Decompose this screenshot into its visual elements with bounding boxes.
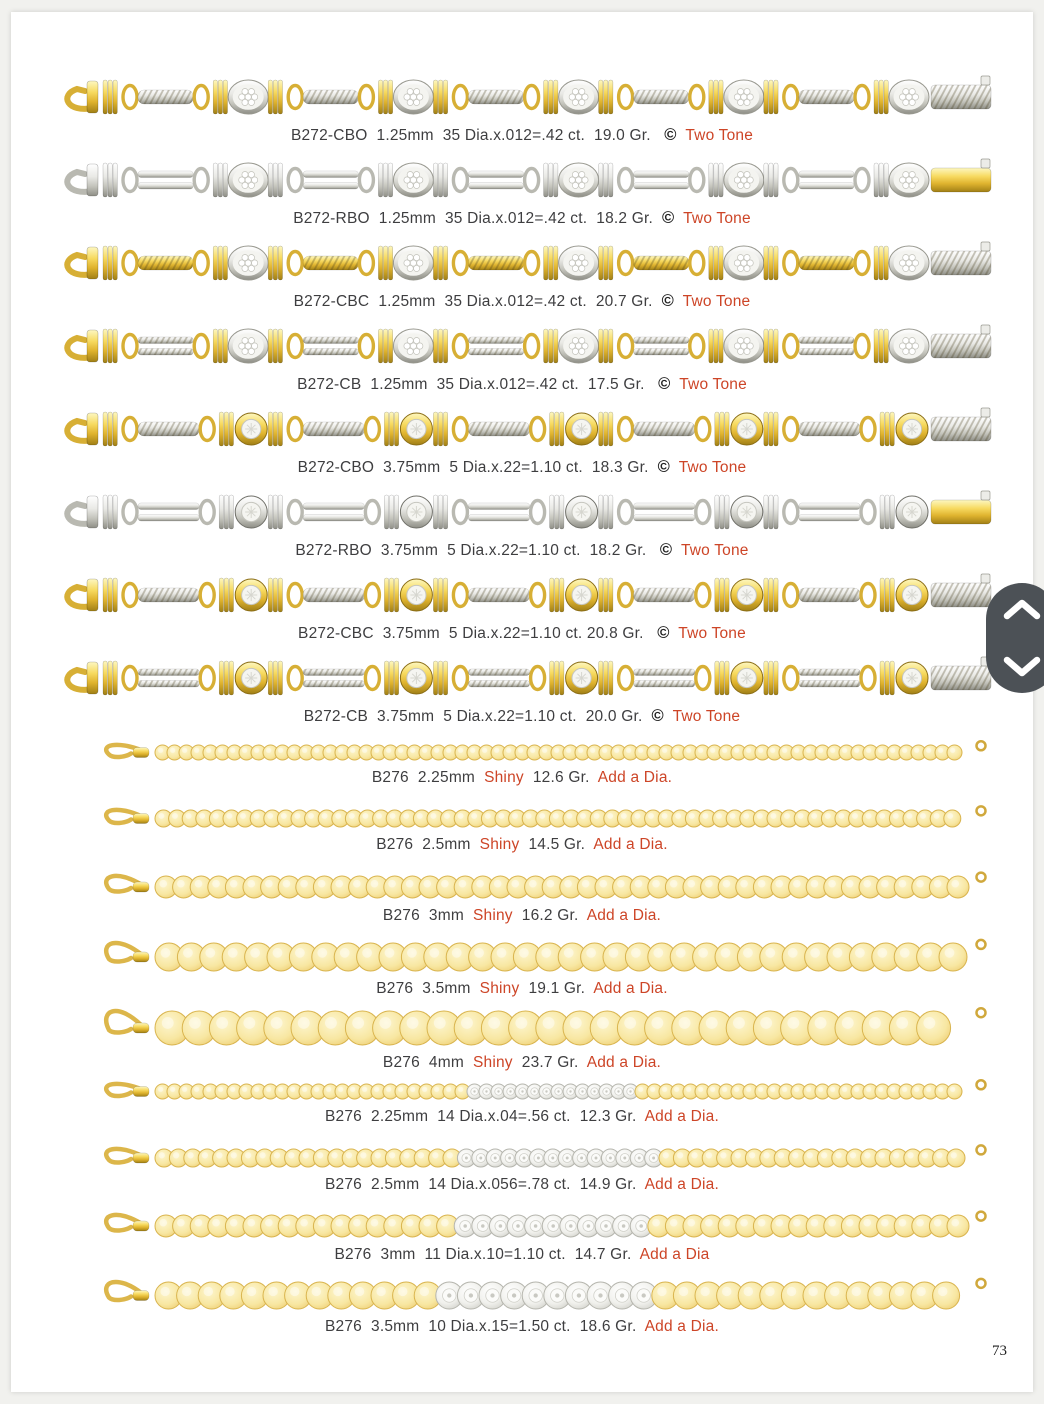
- caption-segment: B272-CBO 1.25mm 35 Dia.x.012=.42 ct. 19.0 Gr.: [290, 127, 665, 144]
- bracelet-row: [47, 651, 997, 726]
- bracelet-image: [47, 153, 997, 205]
- copyright-symbol: ©: [664, 126, 677, 144]
- caption-segment: B272-RBO 1.25mm 35 Dia.x.012=.42 ct. 18.2 Gr.: [293, 210, 663, 227]
- bracelet-list: [11, 70, 1033, 1339]
- bracelet-row: [47, 799, 997, 855]
- caption-segment: B272-CB 1.25mm 35 Dia.x.012=.42 ct. 17.5 Gr.: [297, 376, 659, 393]
- caption-segment: Add a Dia.: [644, 1176, 719, 1193]
- bracelet-image: [47, 1271, 997, 1314]
- bracelet-caption: [325, 1317, 719, 1337]
- copyright-symbol: ©: [662, 209, 675, 227]
- caption-segment: B272-CBO 3.75mm 5 Dia.x.22=1.10 ct. 18.3 Gr.: [297, 459, 658, 476]
- bracelet-caption: [334, 1245, 709, 1265]
- bracelet-image: [47, 932, 997, 976]
- bracelet-image: [47, 568, 997, 620]
- bracelet-row: [47, 153, 997, 228]
- copyright-symbol: ©: [657, 458, 670, 476]
- caption-segment: Two Tone: [669, 625, 746, 642]
- caption-segment: B272-RBO 3.75mm 5 Dia.x.22=1.10 ct. 18.2 Gr.: [295, 542, 660, 559]
- copyright-symbol: ©: [659, 541, 673, 559]
- bracelet-row: [47, 1073, 997, 1127]
- bracelet-image: [47, 319, 997, 371]
- chevron-up-icon: [1002, 598, 1042, 620]
- caption-segment: Two Tone: [663, 708, 741, 725]
- caption-segment: B276 2.25mm 14 Dia.x.04=.56 ct. 12.3 Gr.: [325, 1108, 645, 1125]
- caption-segment: B272-CBC 1.25mm 35 Dia.x.012=.42 ct. 20.7 Gr.: [293, 293, 662, 310]
- caption-segment: 14.5 Gr.: [519, 836, 594, 853]
- bracelet-caption: [325, 1175, 719, 1195]
- bracelet-row: [47, 236, 997, 311]
- bracelet-caption: [325, 1107, 719, 1127]
- caption-segment: Two Tone: [670, 376, 747, 393]
- bracelet-caption: [372, 768, 672, 788]
- scroll-control: [986, 583, 1044, 693]
- caption-segment: B276 2.5mm 14 Dia.x.056=.78 ct. 14.9 Gr.: [325, 1176, 645, 1193]
- copyright-symbol: ©: [651, 707, 664, 725]
- caption-segment: Shiny: [472, 1054, 513, 1071]
- copyright-symbol: ©: [657, 624, 670, 642]
- caption-segment: Shiny: [472, 907, 513, 924]
- bracelet-image: [47, 1073, 997, 1104]
- caption-segment: Two Tone: [674, 210, 751, 227]
- catalog-page: [11, 12, 1033, 1392]
- bracelet-caption: [293, 208, 751, 228]
- caption-segment: Add a Dia.: [593, 980, 668, 997]
- bracelet-image: [47, 485, 997, 537]
- bracelet-row: [47, 70, 997, 145]
- bracelet-image: [47, 402, 997, 454]
- caption-segment: Two Tone: [673, 293, 751, 310]
- caption-segment: Add a Dia.: [644, 1318, 719, 1335]
- caption-segment: B272-CBC 3.75mm 5 Dia.x.22=1.10 ct. 20.8 Gr.: [298, 625, 658, 642]
- caption-segment: Shiny: [479, 836, 520, 853]
- caption-segment: 12.6 Gr.: [523, 769, 598, 786]
- bracelet-row: [47, 734, 997, 788]
- bracelet-row: [47, 932, 997, 999]
- bracelet-caption: [297, 374, 747, 394]
- caption-segment: Add a Dia.: [586, 907, 662, 924]
- caption-segment: 23.7 Gr.: [512, 1054, 587, 1071]
- caption-segment: Shiny: [484, 769, 524, 786]
- bracelet-row: [47, 865, 997, 926]
- bracelet-image: [47, 236, 997, 288]
- caption-segment: Add a Dia.: [593, 836, 668, 853]
- caption-segment: Two Tone: [672, 542, 749, 559]
- bracelet-row: [47, 568, 997, 643]
- caption-segment: B272-CB 3.75mm 5 Dia.x.22=1.10 ct. 20.0 Gr.: [303, 708, 652, 725]
- bracelet-image: [47, 734, 997, 765]
- scroll-down-button[interactable]: [1002, 656, 1042, 678]
- caption-segment: Add a Dia.: [586, 1054, 662, 1071]
- bracelet-caption: [298, 457, 747, 477]
- bracelet-image: [47, 1138, 997, 1172]
- page-number: 73: [992, 1343, 1007, 1359]
- caption-segment: 19.1 Gr.: [519, 980, 594, 997]
- bracelet-image: [47, 865, 997, 903]
- caption-segment: B276 4mm: [382, 1054, 473, 1071]
- bracelet-row: [47, 402, 997, 477]
- caption-segment: B276 3mm: [382, 907, 473, 924]
- bracelet-image: [47, 1000, 997, 1050]
- bracelet-caption: [291, 125, 753, 145]
- bracelet-caption: [376, 979, 668, 999]
- bracelet-row: [47, 485, 997, 560]
- chevron-down-icon: [1002, 656, 1042, 678]
- bracelet-caption: [383, 1053, 661, 1073]
- caption-segment: Add a Dia.: [597, 769, 673, 786]
- copyright-symbol: ©: [661, 292, 674, 310]
- bracelet-image: [47, 70, 997, 122]
- bracelet-row: [47, 1000, 997, 1073]
- caption-segment: Shiny: [479, 980, 520, 997]
- scroll-up-button[interactable]: [1002, 598, 1042, 620]
- bracelet-caption: [383, 906, 661, 926]
- caption-segment: Add a Dia.: [644, 1108, 719, 1125]
- caption-segment: B276 3.5mm 10 Dia.x.15=1.50 ct. 18.6 Gr.: [325, 1318, 645, 1335]
- bracelet-image: [47, 799, 997, 832]
- bracelet-image: [47, 1204, 997, 1242]
- bracelet-caption: [376, 835, 668, 855]
- caption-segment: 16.2 Gr.: [512, 907, 587, 924]
- caption-segment: Two Tone: [669, 459, 747, 476]
- bracelet-row: [47, 1204, 997, 1265]
- caption-segment: Two Tone: [676, 127, 754, 144]
- bracelet-caption: [304, 706, 741, 726]
- bracelet-caption: [294, 291, 751, 311]
- caption-segment: B276 3.5mm: [376, 980, 480, 997]
- bracelet-caption: [295, 540, 748, 560]
- caption-segment: B276 3mm 11 Dia.x.10=1.10 ct. 14.7 Gr.: [334, 1246, 640, 1263]
- caption-segment: B276 2.25mm: [371, 769, 485, 786]
- bracelet-row: [47, 319, 997, 394]
- bracelet-image: [47, 651, 997, 703]
- caption-segment: B276 2.5mm: [376, 836, 480, 853]
- bracelet-caption: [298, 623, 746, 643]
- bracelet-row: [47, 1271, 997, 1337]
- copyright-symbol: ©: [658, 375, 671, 393]
- caption-segment: Add a Dia: [639, 1246, 710, 1263]
- bracelet-row: [47, 1138, 997, 1195]
